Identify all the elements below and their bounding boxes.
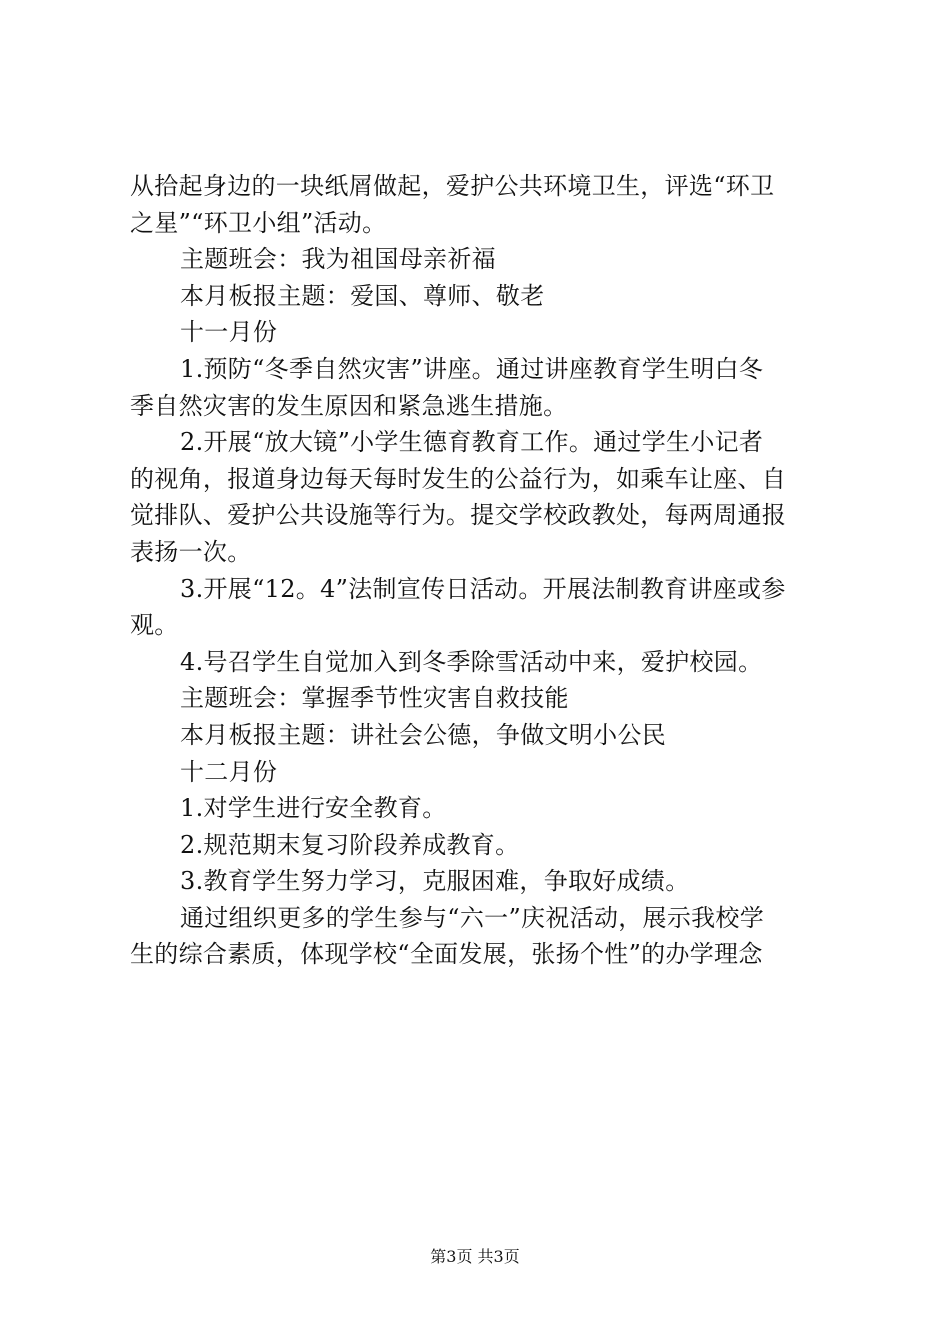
list-item: 1.对学生进行安全教育。 [180, 794, 447, 823]
list-item-continuation: 季自然灾害的发生原因和紧急逃生措施。 [130, 391, 568, 420]
list-item-continuation: 的视角，报道身边每天每时发生的公益行为，如乘车让座、自 [130, 464, 787, 493]
list-item: 3.开展“12。4”法制宣传日活动。开展法制教育讲座或参 [180, 574, 786, 603]
list-item: 3.教育学生努力学习，克服困难，争取好成绩。 [180, 867, 690, 896]
class-meeting-theme: 主题班会：我为祖国母亲祈福 [180, 245, 496, 274]
document-body [130, 168, 822, 973]
list-item-continuation: 表扬一次。 [130, 537, 252, 566]
list-item-continuation: 观。 [130, 611, 179, 640]
list-item: 1.预防“冬季自然灾害”讲座。通过讲座教育学生明白冬 [180, 354, 764, 383]
body-line: 从拾起身边的一块纸屑做起，爱护公共环境卫生，评选“环卫 [130, 172, 775, 200]
class-meeting-theme: 主题班会：掌握季节性灾害自救技能 [180, 684, 569, 713]
month-heading-december: 十二月份 [180, 757, 278, 786]
closing-paragraph: 通过组织更多的学生参与“六一”庆祝活动，展示我校学 [180, 903, 765, 932]
page-number-footer: 第3页 共3页 [430, 1247, 520, 1266]
list-item: 4.号召学生自觉加入到冬季除雪活动中来，爱护校园。 [180, 647, 763, 676]
closing-paragraph-continuation: 生的综合素质，体现学校“全面发展，张扬个性”的办学理念 [130, 940, 763, 969]
list-item: 2.规范期末复习阶段养成教育。 [180, 830, 520, 859]
body-line: 之星”“环卫小组”活动。 [130, 208, 387, 237]
month-heading-november: 十一月份 [180, 318, 278, 347]
blackboard-theme: 本月板报主题：讲社会公德，争做文明小公民 [180, 720, 666, 749]
blackboard-theme: 本月板报主题：爱国、尊师、敬老 [180, 281, 545, 310]
list-item-continuation: 觉排队、爱护公共设施等行为。提交学校政教处，每两周通报 [130, 501, 787, 530]
list-item: 2.开展“放大镜”小学生德育教育工作。通过学生小记者 [180, 428, 764, 457]
